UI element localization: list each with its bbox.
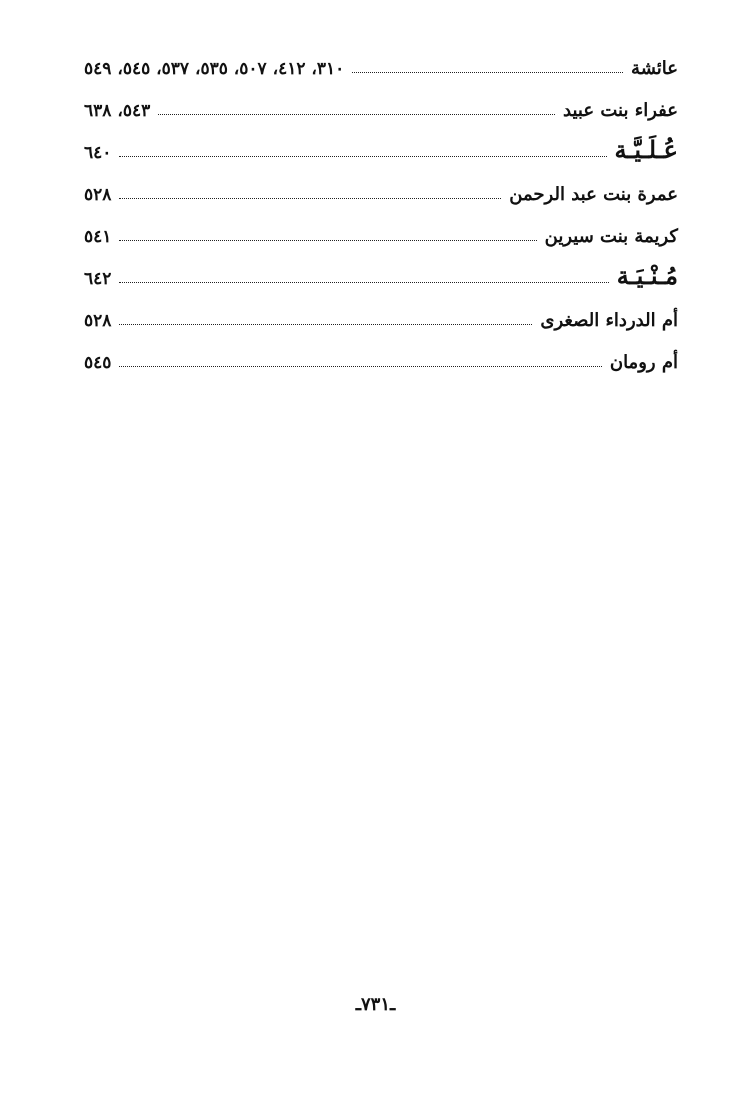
dotted-leader (119, 282, 608, 283)
dotted-leader (119, 324, 532, 325)
dotted-leader (119, 156, 606, 157)
entry-pages: ٦٤٢ (84, 269, 112, 289)
index-entry (84, 44, 678, 80)
entry-pages: ٥٤١ (84, 227, 112, 247)
entry-pages: ٥٢٨ (84, 311, 112, 331)
index-entry (84, 170, 678, 206)
entry-pages: ٥٢٨ (84, 185, 112, 205)
index-entry (84, 296, 678, 332)
entry-pages: ٣١٠، ٤١٢، ٥٠٧، ٥٣٥، ٥٣٧، ٥٤٥، ٥٤٩ (84, 59, 345, 79)
index-entry (84, 128, 678, 164)
index-entry (84, 86, 678, 122)
entry-pages: ٥٤٣، ٦٣٨ (84, 101, 151, 121)
index-entry (84, 338, 678, 374)
dotted-leader (119, 366, 601, 367)
entry-name: مُـنْـيَـة (616, 261, 678, 290)
entry-name: أم الدرداء الصغرى (540, 310, 678, 331)
index-entry (84, 212, 678, 248)
index-entry (84, 254, 678, 290)
entry-name: عمرة بنت عبد الرحمن (509, 184, 678, 205)
dotted-leader (352, 72, 623, 73)
entry-name: عُـلَـيَّـة (614, 135, 678, 164)
entry-name: أم رومان (609, 352, 678, 373)
entry-name: عائشة (631, 58, 678, 79)
entry-name: عفراء بنت عبيد (563, 100, 678, 121)
dotted-leader (158, 114, 555, 115)
dotted-leader (119, 198, 501, 199)
entry-pages: ٥٤٥ (84, 353, 112, 373)
entry-name: كريمة بنت سيرين (544, 226, 678, 247)
page-number: ـ٧٣١ـ (355, 994, 396, 1015)
entry-pages: ٦٤٠ (84, 143, 112, 163)
dotted-leader (119, 240, 536, 241)
